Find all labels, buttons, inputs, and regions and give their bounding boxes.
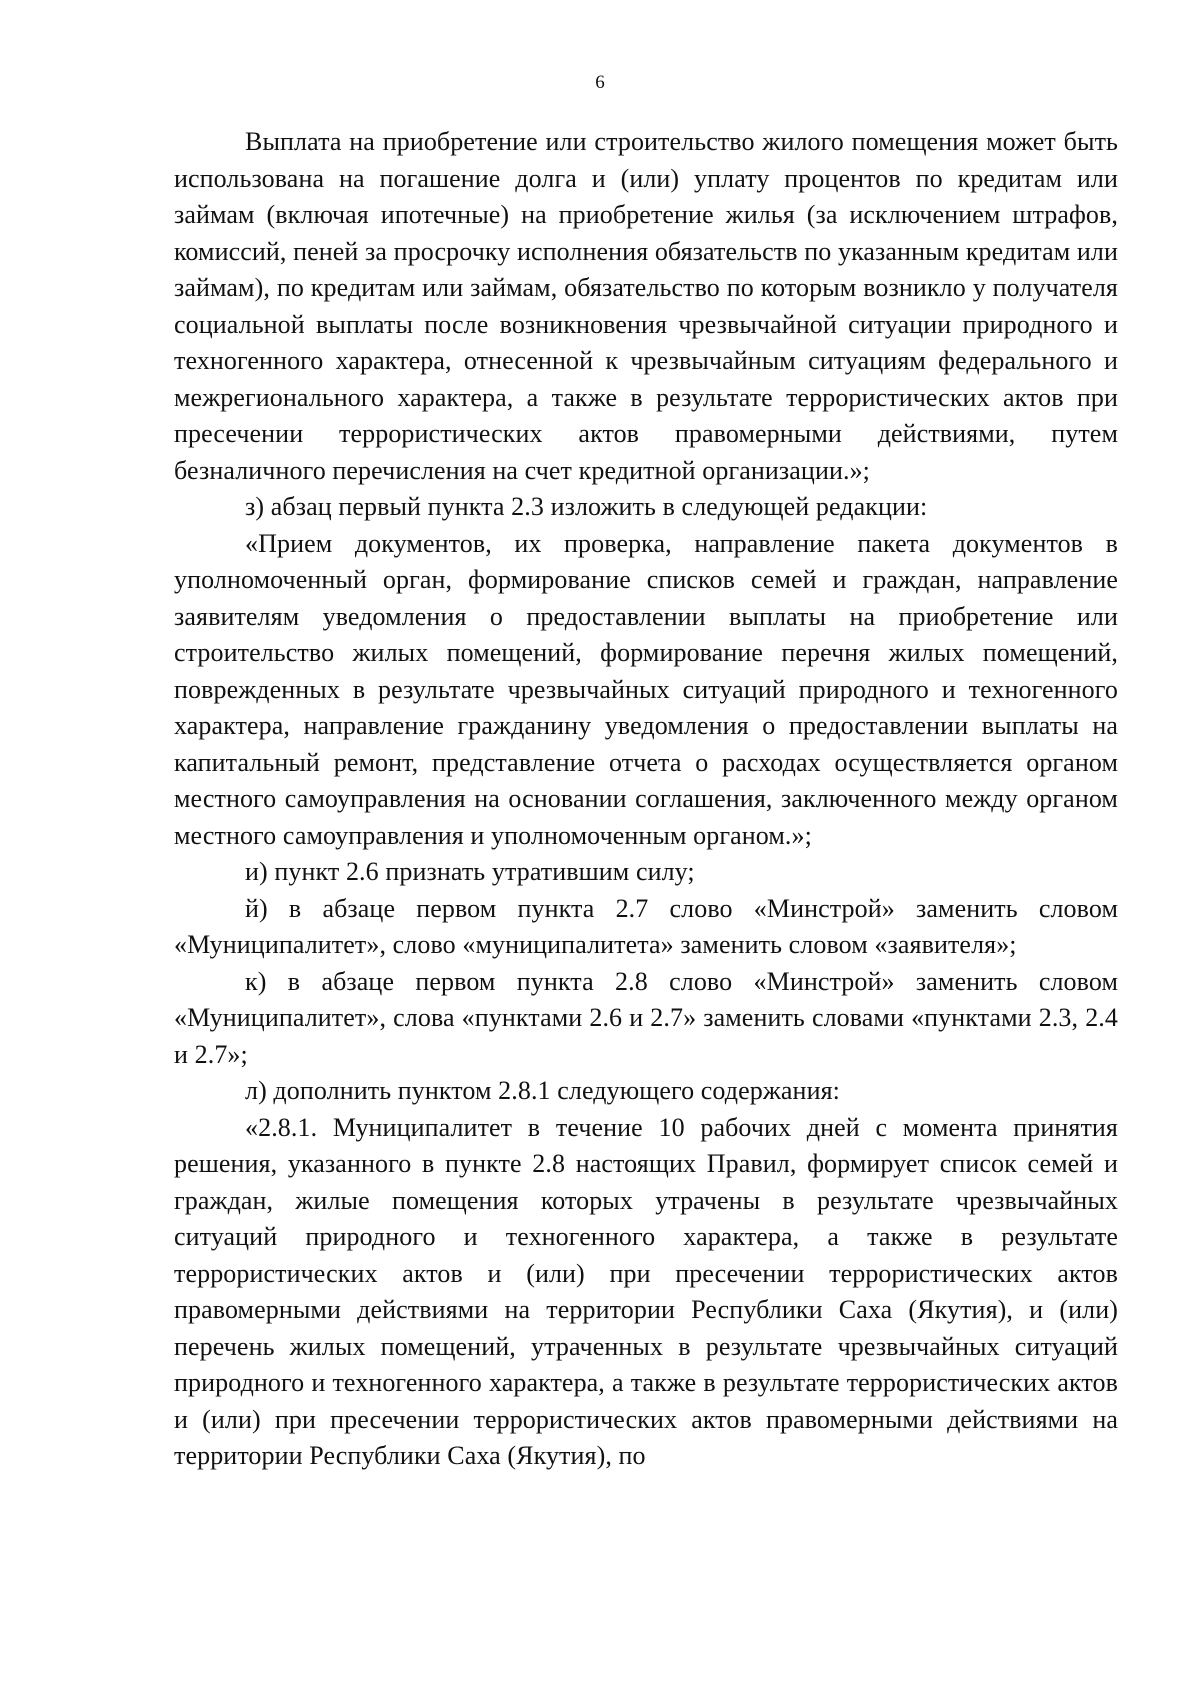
paragraph-clause-2-8-1: «2.8.1. Муниципалитет в течение 10 рабочих дней с момента принятия решения, указанного в пункте 2.8 настоящих Правил, формирует список семей и граждан, жилые помещения которых утрачены в результате чрезвычайных ситуаций природного и техногенного характера, а также в результате террористических актов и (или) при пресечении террористических актов правомерными действиями на территории Республики Саха (Якутия), и (или) перечень жилых помещений, утраченных в результате чрезвычайных ситуаций природного и техногенного характера, а также в результате террористических актов и (или) при пресечении террористических актов правомерными действиями на территории Республики Саха (Якутия), по — [174, 1112, 1118, 1470]
paragraph-amendment-i: и) пункт 2.6 признать утратившим силу; — [245, 857, 695, 886]
paragraph-documents-reception: «Прием документов, их проверка, направление пакета документов в уполномоченный орган, формирование списков семей и граждан, направление заявителям уведомления о предоставлении выплаты на приобретение или строительство жилых помещений, формирование перечня жилых помещений, поврежденных в результате чрезвычайных ситуаций природного и техногенного характера, направление гражданину уведомления о предоставлении выплаты на капитальный ремонт, представление отчета о расходах осуществляется органом местного самоуправления на основании соглашения, заключенного между органом местного самоуправления и уполномоченным органом.»; — [174, 528, 1118, 850]
page-number: 6 — [595, 72, 605, 93]
paragraph-amendment-l: л) дополнить пунктом 2.8.1 следующего содержания: — [245, 1076, 840, 1105]
paragraph-payment-use: Выплата на приобретение или строительство жилого помещения может быть использована на погашение долга и (или) уплату процентов по кредитам или займам (включая ипотечные) на приобретение жилья (за исключением штрафов, комиссий, пеней за просрочку исполнения обязательств по указанным кредитам или займам), по кредитам или займам, обязательство по которым возникло у получателя социальной выплаты после возникновения чрезвычайной ситуации природного и техногенного характера, отнесенной к чрезвычайным ситуациям федерального и межрегионального характера, а также в результате террористических актов при пресечении террористических актов правомерными действиями, путем безналичного перечисления на счет кредитной организации.»; — [174, 127, 1118, 485]
document-body — [174, 124, 1118, 1475]
paragraph-amendment-y: й) в абзаце первом пункта 2.7 слово «Минстрой» заменить словом «Муниципалитет», слово «муниципалитета» заменить словом «заявителя»; — [174, 893, 1118, 959]
paragraph-amendment-k: к) в абзаце первом пункта 2.8 слово «Минстрой» заменить словом «Муниципалитет», слова «пунктами 2.6 и 2.7» заменить словами «пунктами 2.3, 2.4 и 2.7»; — [174, 966, 1118, 1069]
paragraph-amendment-z: з) абзац первый пункта 2.3 изложить в следующей редакции: — [245, 492, 928, 521]
